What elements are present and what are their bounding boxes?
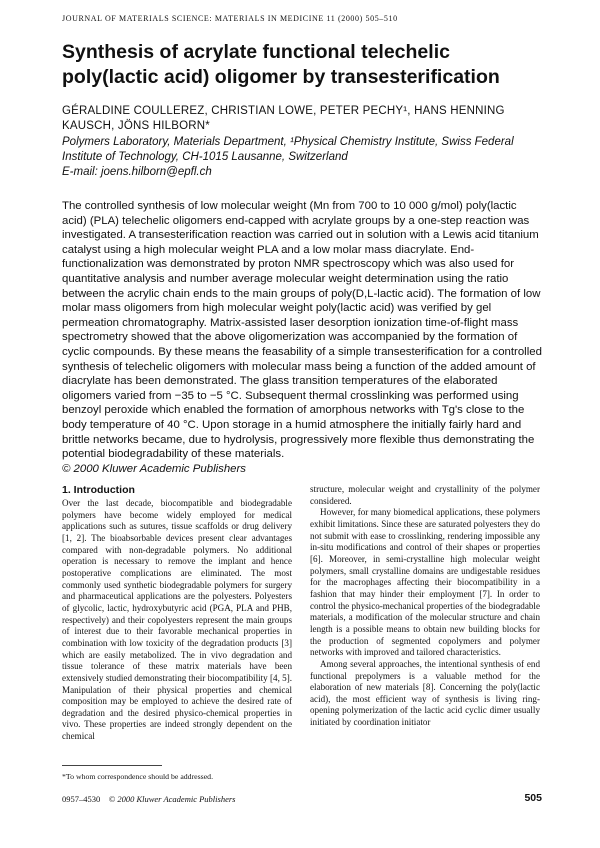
- article-title: Synthesis of acrylate functional telechelic poly(lactic acid) oligomer by transesterification: [62, 41, 500, 88]
- intro-paragraph-2: However, for many biomedical applications, these polymers exhibit limitations. Since these are saturated polyesters they do not submit with ease to crosslinking, rendering impossible any in-situ modifications and control of their shapes or properties [6]. Moreover, in semi-crystalline high molecular weight polymers, small crystalline domains are undigestable residues for the macrophages affecting their biocompatibility in a fashion that may hinder their employment [7]. In order to control the physico-mechanical properties of the biodegradable materials, a modification of the molecular structure and chain length is a possible means to obtain new building blocks for the production of segmented copolymers and polymer networks with improved and tailored characteristics.: [310, 507, 540, 658]
- author-list: GÉRALDINE COULLEREZ, CHRISTIAN LOWE, PETER PECHY¹, HANS HENNING KAUSCH, JÖNS HILBORN*: [62, 105, 505, 132]
- intro-paragraph-1-continued: structure, molecular weight and crystallinity of the polymer considered.: [310, 484, 540, 506]
- running-head: JOURNAL OF MATERIALS SCIENCE: MATERIALS IN MEDICINE 11 (2000) 505–510: [62, 14, 398, 23]
- right-column: [310, 484, 540, 729]
- left-column: [62, 484, 292, 743]
- intro-paragraph-3: Among several approaches, the intentional synthesis of end functional prepolymers is a valuable method for the elaboration of new materials [8]. Concerning the poly(lactic acid), the most efficient way of synthesis is living ring-opening polymerization of the lactic acid cyclic dimer usually initiated by coordination initiator: [310, 658, 540, 728]
- intro-paragraph-1: Over the last decade, biocompatible and biodegradable polymers have become widely employed for medical applications such as sutures, tissue scaffolds or drug delivery [1, 2]. The bioabsorbable devices present clear advantages compared with non-degradable polymers. No additional operation is necessary to remove the implant and hence postoperative complications are eliminated. The most commonly used synthetic biodegradable polymers for surgery and pharmaceutical applications are the polyesters. Polyesters of glycolic, lactic, hydroxybutyric acid (PGA, PLA and PHB, respectively) and their copolyesters represent the main groups of interest due to their favorable mechanical properties in combination with low toxicity of the degradation products [3] which are easily metabolized. The in vivo degradation and tissue tolerance of these matrix materials have been extensively studied demonstrating their biocompatibility [4, 5]. Manipulation of their physical properties and chemical composition may be employed to achieve the desired rate of degradation and the desired physico-chemical properties in vivo. These properties are indeed strongly dependent on the chemical: [62, 498, 292, 742]
- affiliation-text: Polymers Laboratory, Materials Department, ¹Physical Chemistry Institute, Swiss Federal Institute of Technology, CH-1015 Lausanne, Switzerland: [62, 136, 514, 163]
- abstract-text: The controlled synthesis of low molecular weight (Mn from 700 to 10 000 g/mol) poly(lactic acid) (PLA) telechelic oligomers end-capped with acrylate groups by a one-step reaction was investigated. A transesterification reaction was carried out in solution with a Lewis acid titanium catalyst using a high molecular weight PLA and a low molar mass diacrylate. End-functionalization was demonstrated by proton NMR spectroscopy which was also used for quantitative analysis and number average molecular weight determination using the ratio between the acrylic chain ends to the main groups of poly(D,L-lactic acid). The formation of low molar mass oligomers from high molecular weight poly(lactic acid) was verified by gel permeation chromatography. Matrix-assisted laser desorption ionization time-of-flight mass spectrometry showed that the above oligomerization was accompanied by the formation of cyclic compounds. By these means the feasability of a simple transesterification for a controlled synthesis of telechelic oligomers with molecular mass being a function of the added amount of diacrylate has been demonstrated. The glass transition temperatures of the elaborated oligomers varied from −35 to −5 °C. Subsequent thermal crosslinking was performed using benzoyl peroxide which enabled the formation of amorphous networks with Tg's close to the body temperature of 40 °C. Upon storage in a humid atmosphere the initially fairly hard and brittle networks became, due to hydrolysis, progressively more flexible thus demonstrating the potential biodegradability of these materials.: [62, 200, 542, 461]
- abstract-copyright: © 2000 Kluwer Academic Publishers: [62, 462, 246, 475]
- footer-publisher: © 2000 Kluwer Academic Publishers: [108, 794, 236, 804]
- issn: 0957–4530: [62, 794, 101, 804]
- footer-publication-info: [62, 794, 235, 804]
- page-number: 505: [524, 792, 542, 804]
- email-line: E-mail: joens.hilborn@epfl.ch: [62, 166, 212, 178]
- affiliation-block: [62, 135, 542, 180]
- section-heading-introduction: 1. Introduction: [62, 484, 135, 496]
- abstract: [62, 199, 542, 476]
- correspondence-footnote: *To whom correspondence should be addressed.: [62, 772, 214, 781]
- footnote-divider: [62, 765, 162, 766]
